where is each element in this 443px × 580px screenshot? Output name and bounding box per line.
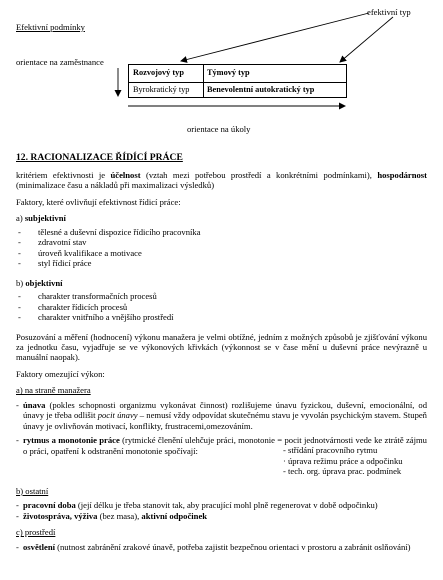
environment-label: c) prostředí: [16, 527, 56, 538]
fatigue-item: - únava (pokles schopnosti organizmu vykonávat činnost) rozlišujeme únavu fyzickou, duševní, emocionální, od únavy je třeba odlišit pocit únavy – nemusí vždy odpovídat skutečnému stavu je vyvolán psychickým stavem. Stupeň únavy je ovlivňován motivací, konflikty, frustracemi,omezováním.: [16, 399, 427, 431]
working-hours-item: - pracovní doba (její délku je třeba stanovit tak, aby pracující mohl plně regenerovat v době odpočinku): [16, 500, 378, 511]
list-item: - charakter vnitřního a vnějšího prostředí: [16, 312, 427, 322]
list-item: - střídání pracovního rytmu: [283, 445, 378, 456]
assessment-paragraph: Posuzování a měření (hodnocení) výkonu manažera je velmi obtížné, jedním z možných způsobů je zjišťování výkonu za jednotku času, vyjadřuje se ve výkonových křivkách (výkonnost se v čase mění u duševní práce nevýrazně u manuální naopak).: [16, 331, 427, 363]
intro-paragraph: kritériem efektivnosti je účelnost (vztah mezi potřebou prostředí a konkrétními podmínkami), hospodárnost (minimalizace času a nákladů při maximalizaci výsledků): [16, 169, 427, 191]
cell-team-type: Týmový typ: [207, 68, 250, 77]
factors-label: Faktory, které ovlivňují efektivnost řídicí práce:: [16, 196, 181, 207]
list-item: · úprava režimu práce a odpočinku: [283, 455, 403, 466]
leadership-type-table: [128, 64, 347, 98]
list-item: - tělesné a duševní dispozice řídicího pracovníka: [16, 227, 427, 237]
cell-development-type: Rozvojový typ: [133, 68, 184, 77]
section-12: [16, 152, 427, 552]
section-heading: 12. RACIONALIZACE ŘÍDÍCÍ PRÁCE: [16, 152, 183, 163]
label-effective-type: efektivní typ: [367, 7, 411, 17]
subjective-label: a) subjektivní: [16, 213, 66, 224]
diagram-title: Efektivní podmínky: [16, 22, 85, 32]
lifestyle-item: - životospráva, výživa (bez masa), aktivní odpočinek: [16, 510, 208, 521]
objective-list: [16, 291, 427, 322]
list-item: - zdravotní stav: [16, 237, 427, 247]
lighting-item: - osvětlení (nutnost zabránění zrakové únavě, potřeba zajistit bezpečnou orientaci v prostoru a zabránit oslňování): [16, 541, 411, 552]
label-employee-orientation: orientace na zaměstnance: [16, 57, 104, 67]
list-item: - styl řídicí práce: [16, 258, 427, 268]
objective-label: b) objektivní: [16, 277, 63, 288]
label-task-orientation: orientace na úkoly: [187, 124, 251, 134]
list-item: - úroveň kvalifikace a motivace: [16, 248, 427, 258]
list-item: - charakter transformačních procesů: [16, 291, 427, 301]
monotony-item: - rytmus a monotonie práce (rytmické členění ulehčuje práci, monotonie = pocit jednotvárnosti vede ke ztrátě zájmu o práci, opatření k odstranění monotonie spočívají:: [16, 435, 427, 456]
other-label: b) ostatní: [16, 485, 49, 496]
arrow-to-corner: [340, 17, 393, 62]
manager-side-label: a) na straně manažera: [16, 385, 91, 396]
cell-bureaucratic-type: Byrokratický typ: [133, 85, 190, 94]
list-item: - tech. org. úprava prac. podmínek: [283, 466, 402, 477]
subjective-list: [16, 227, 427, 269]
cell-benevolent-autocratic-type: Benevolentní autokratický typ: [207, 85, 315, 94]
arrow-to-team-type: [181, 13, 369, 61]
limiting-factors-label: Faktory omezující výkon:: [16, 368, 105, 379]
list-item: - charakter řídicích procesů: [16, 302, 427, 312]
